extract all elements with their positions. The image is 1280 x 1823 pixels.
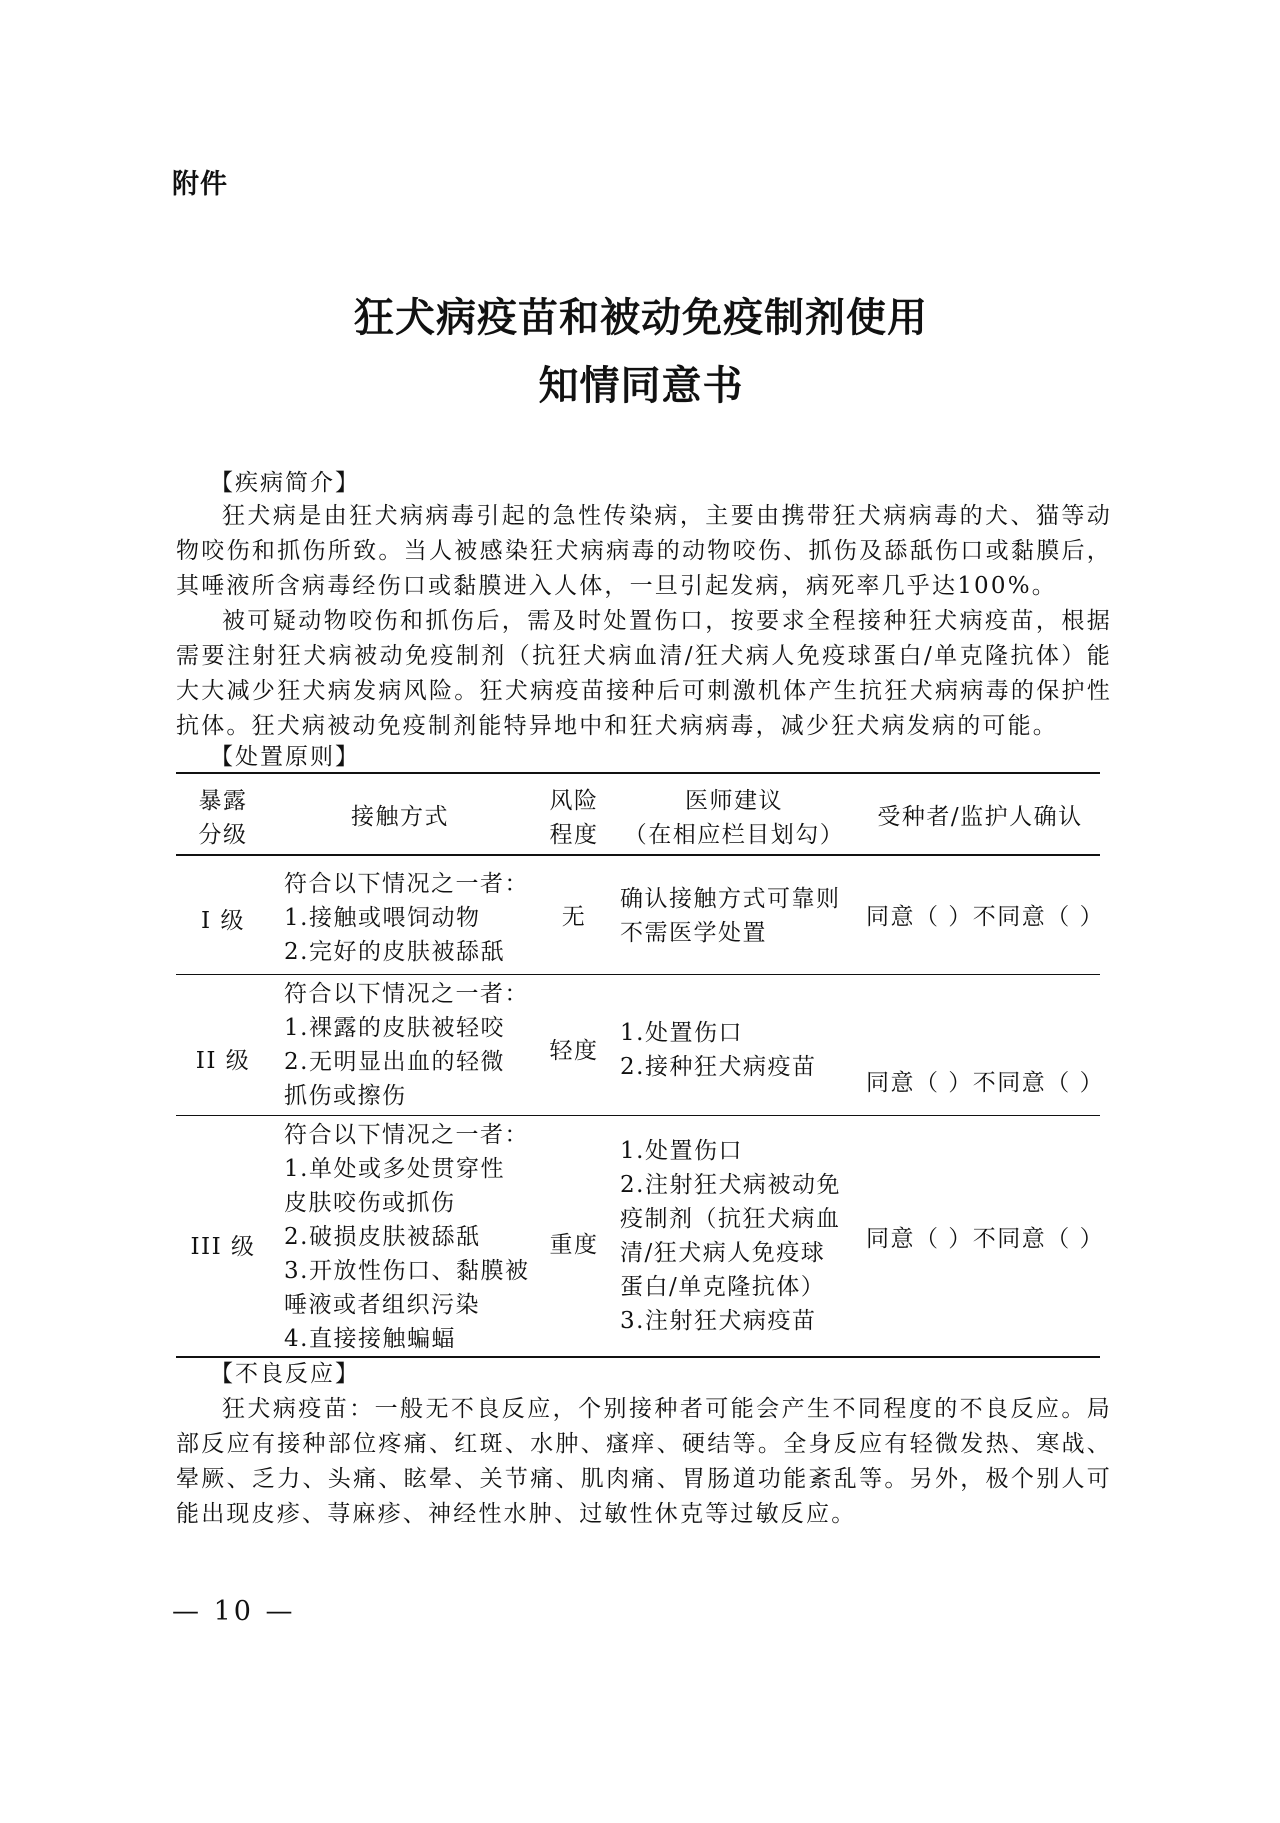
table-row-2-rule bbox=[176, 1115, 1100, 1116]
row-2-contact: 符合以下情况之一者： 1.裸露的皮肤被轻咬 2.无明显出血的轻微 抓伤或擦伤 bbox=[284, 981, 529, 1109]
row-3-grade: III 级 bbox=[190, 1234, 256, 1260]
adverse-reactions-heading: 【不良反应】 bbox=[210, 1361, 360, 1387]
row-1-advice: 确认接触方式可靠则 不需医学处置 bbox=[620, 886, 841, 946]
row-1-grade: I 级 bbox=[201, 908, 245, 934]
table-header-rule bbox=[176, 854, 1100, 856]
row-1-risk: 无 bbox=[561, 904, 587, 930]
header-advice: 医师建议 （在相应栏目划勾） bbox=[623, 788, 845, 848]
table-row-1-rule bbox=[176, 974, 1100, 975]
row-1-contact: 符合以下情况之一者： 1.接触或喂饲动物 2.完好的皮肤被舔舐 bbox=[284, 871, 529, 965]
row-3-confirm: 同意（ ）不同意（ ） bbox=[866, 1226, 1105, 1252]
header-risk: 风险 程度 bbox=[549, 788, 599, 848]
table-bottom-rule bbox=[176, 1356, 1100, 1358]
row-3-advice: 1.处置伤口 2.注射狂犬病被动免 疫制剂（抗狂犬病血 清/狂犬病人免疫球 蛋白/单克隆抗体） 3.注射狂犬病疫苗 bbox=[620, 1138, 841, 1334]
annex-label: 附件 bbox=[172, 169, 228, 200]
header-confirm: 受种者/监护人确认 bbox=[877, 804, 1083, 830]
disease-intro-paragraph-1: 狂犬病是由狂犬病病毒引起的急性传染病，主要由携带狂犬病病毒的犬、猫等动物咬伤和抓伤所致。当人被感染狂犬病病毒的动物咬伤、抓伤及舔舐伤口或黏膜后，其唾液所含病毒经伤口或黏膜进入人体，一旦引起发病，病死率几乎达100%。 bbox=[176, 503, 1112, 599]
header-grade: 暴露 分级 bbox=[198, 788, 248, 848]
disease-intro-heading: 【疾病简介】 bbox=[210, 470, 360, 496]
adverse-reactions-paragraph: 狂犬病疫苗：一般无不良反应，个别接种者可能会产生不同程度的不良反应。局部反应有接种部位疼痛、红斑、水肿、瘙痒、硬结等。全身反应有轻微发热、寒战、晕厥、乏力、头痛、眩晕、关节痛、肌肉痛、胃肠道功能紊乱等。另外，极个别人可能出现皮疹、荨麻疹、神经性水肿、过敏性休克等过敏反应。 bbox=[176, 1396, 1112, 1527]
row-2-confirm: 同意（ ）不同意（ ） bbox=[866, 1070, 1105, 1096]
page-number: — 10 — bbox=[172, 1596, 296, 1627]
row-2-grade: II 级 bbox=[195, 1048, 251, 1074]
disease-intro-paragraph-2: 被可疑动物咬伤和抓伤后，需及时处置伤口，按要求全程接种狂犬病疫苗，根据需要注射狂犬病被动免疫制剂（抗狂犬病血清/狂犬病人免疫球蛋白/单克隆抗体）能大大减少狂犬病发病风险。狂犬病疫苗接种后可刺激机体产生抗狂犬病病毒的保护性抗体。狂犬病被动免疫制剂能特异地中和狂犬病病毒，减少狂犬病发病的可能。 bbox=[176, 608, 1112, 739]
row-3-risk: 重度 bbox=[549, 1232, 599, 1258]
header-contact: 接触方式 bbox=[351, 804, 449, 830]
row-3-contact: 符合以下情况之一者： 1.单处或多处贯穿性 皮肤咬伤或抓伤 2.破损皮肤被舔舐 3.开放性伤口、黏膜被 唾液或者组织污染 4.直接接触蝙蝠 bbox=[284, 1122, 530, 1352]
document-title-line-1: 狂犬病疫苗和被动免疫制剂使用 bbox=[354, 295, 928, 341]
row-2-advice: 1.处置伤口 2.接种狂犬病疫苗 bbox=[620, 1020, 817, 1080]
document-title-line-2: 知情同意书 bbox=[538, 363, 744, 409]
row-1-confirm: 同意（ ）不同意（ ） bbox=[866, 904, 1105, 930]
row-2-risk: 轻度 bbox=[549, 1038, 599, 1064]
table-top-rule bbox=[176, 772, 1100, 774]
treatment-principles-heading: 【处置原则】 bbox=[210, 744, 360, 770]
